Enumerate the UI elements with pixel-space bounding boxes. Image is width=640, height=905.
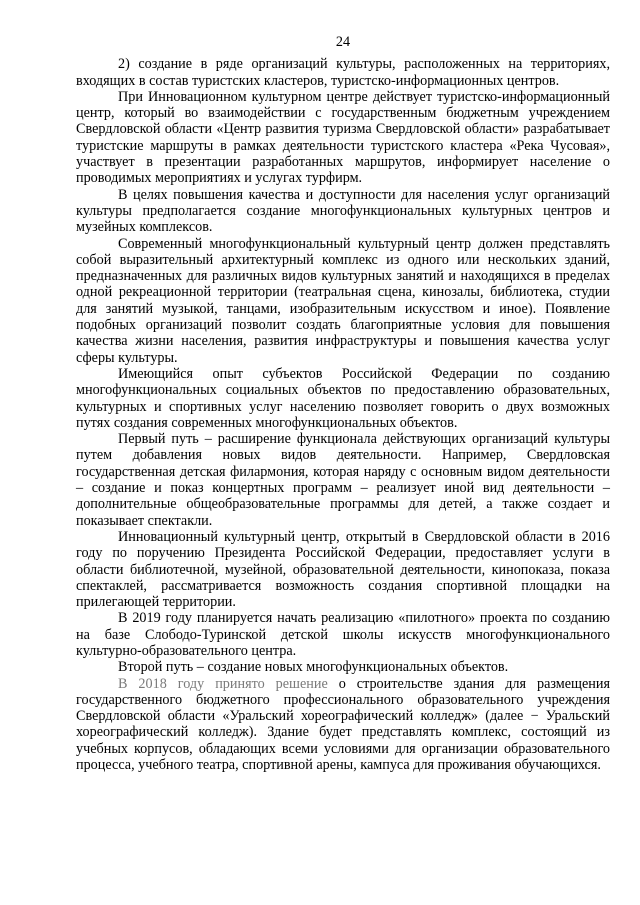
paragraph-pilot-project: В 2019 году планируется начать реализацию «пилотного» проекта по созданию на базе Слободо-Туринской детской школы искусств многофункционального культурно-образовательного центра. (76, 610, 610, 659)
paragraph-second-path: Второй путь – создание новых многофункциональных объектов. (118, 659, 509, 676)
paragraph-list-item-2: 2) создание в ряде организаций культуры, расположенных на территориях, входящих в состав туристских кластеров, туристско-информационных центров. (76, 56, 610, 89)
document-page (76, 34, 610, 773)
highlighted-text: В 2018 году принято решение (118, 675, 328, 692)
paragraph-multifunctional-centers: В целях повышения качества и доступности для населения услуг организаций культуры предполагается создание многофункциональных культурных центров и музейных комплексов. (76, 186, 610, 236)
paragraph-innovation-center: Инновационный культурный центр, открытый в Свердловской области в 2016 году по поручению Президента Российской Федерации, предоставляет услуги в области библиотечной, музейной, образовательной деятельности, кинопоказа, показа спектаклей, рассматривается возможность создания спортивной площадки на прилегающей территории. (76, 528, 610, 611)
page-number: 24 (335, 34, 351, 50)
paragraph-modern-cultural-center: Современный многофункциональный культурный центр должен представлять собой выразительный архитектурный комплекс из одного или нескольких зданий, предназначенных для различных видов культурных занятий и находящихся в пределах одной рекреационной территории (театральная сцена, кинозалы, библиотека, студии для занятий музыкой, танцами, изобразительным искусством и иное). Появление подобных организаций позволит создать благоприятные условия для повышения качества жизни населения, развития инфраструктуры и повышения качества услуг сферы культуры. (76, 235, 610, 366)
paragraph-text: о строительстве здания для размещения государственного бюджетного профессионального образовательного учреждения Свердловской области «Уральский хореографический колледж» (далее − Уральский хореографический колледж). Здание будет представлять комплекс, состоящий из учебных корпусов, обладающих всеми условиями для организации образовательного процесса, учебного театра, спортивной арены, кампуса для проживания обучающихся. (76, 675, 610, 774)
paragraph-tourist-info-center: При Инновационном культурном центре действует туристско-информационный центр, который во взаимодействии с государственным бюджетным учреждением Свердловской области «Центр развития туризма Свердловской области» разрабатывает туристские маршруты в рамках деятельности туристского кластера «Река Чусовая», участвует в презентации разработанных маршрутов, информирует население о проводимых мероприятиях и услугах турфирм. (76, 88, 610, 187)
paragraph-federal-experience: Имеющийся опыт субъектов Российской Федерации по созданию многофункциональных социальных объектов по предоставлению образовательных, культурных и спортивных услуг населению позволяет говорить о двух возможных путях создания современных многофункциональных объектов. (76, 365, 610, 431)
paragraph-ural-college (76, 676, 610, 774)
paragraph-first-path: Первый путь – расширение функционала действующих организаций культуры путем добавления новых видов деятельности. Например, Свердловская государственная детская филармония, которая наряду с основным видом деятельности – создание и показ концертных программ – реализует иной вид деятельности – дополнительные общеобразовательные программы для детей, а также создает и показывает спектакли. (76, 431, 610, 529)
